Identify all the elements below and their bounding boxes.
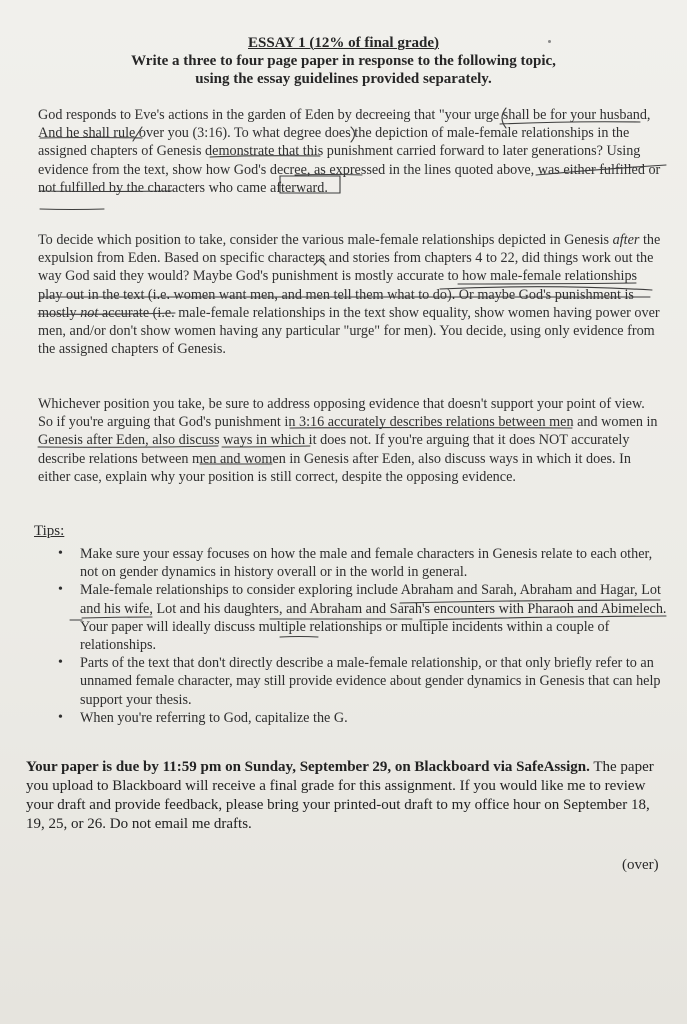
- tips-heading: Tips:: [34, 523, 65, 539]
- position-paragraph-part-a: To decide which position to take, consider the various male-female relationships depicted in Genesis: [38, 232, 613, 248]
- instruction-line-2: using the essay guidelines provided separately.: [195, 71, 492, 87]
- emphasis-not: not: [80, 304, 99, 321]
- position-paragraph-part-b: the expulsion from Eden. Based on specific characters and stories from chapters 4 to 22, did things work out the way God said they would? Maybe God's punishment is mostly accurate to how male-female relationships play out in the text (i.e. women want men, and men tell them what to do). Or maybe God's punishment is mostly: [38, 232, 661, 321]
- emphasis-after: after: [612, 232, 640, 248]
- due-date-bold: Your paper is due by 11:59 pm on Sunday, September 29, on Blackboard via SafeAssign.: [26, 759, 590, 775]
- underline-afterward: [40, 209, 104, 210]
- due-date-details: The paper you upload to Blackboard will receive a final grade for this assignment. If you would like me to review your draft and provide feedback, please bring your printed-out draft to my office hour on September 18, 19, 25, or 26. Do not email me drafts.: [26, 759, 654, 832]
- opposing-evidence-paragraph: Whichever position you take, be sure to address opposing evidence that doesn't support your point of view. So if you're arguing that God's punishment in 3:16 accurately describes relations between men and women in Genesis after Eden, also discuss ways in which it does not. If you're arguing that it does NOT accurately describe relations between men and women in Genesis after Eden, also discuss ways in which it does. In either case, explain why your position is still correct, despite the opposing evidence.: [38, 396, 658, 485]
- tip-item: • Male-female relationships to consider exploring include Abraham and Sarah, Abraham and Hagar, Lot and his wife, Lot and his daughters, and Abraham and Sarah's encounters with Pharaoh and Abimelech. Your paper will ideally discuss multiple relationships or multiple incidents within a couple of relationships.: [80, 581, 672, 654]
- tips-list: [80, 545, 672, 727]
- over-label: (over): [622, 857, 659, 873]
- tip-item: • Make sure your essay focuses on how the male and female characters in Genesis relate to each other, not on gender dynamics in history overall or in the world in general.: [80, 545, 672, 581]
- due-date-paragraph: [26, 758, 672, 834]
- tip-item: • Parts of the text that don't directly describe a male-female relationship, or that only briefly refer to an unnamed female character, may still provide evidence about gender dynamics in Genesis that can help support your thesis.: [80, 654, 672, 709]
- position-paragraph: [38, 231, 663, 358]
- essay-title: ESSAY 1 (12% of final grade): [248, 35, 439, 51]
- instruction-line-1: Write a three to four page paper in response to the following topic,: [131, 53, 556, 69]
- tip-item: • When you're referring to God, capitalize the G.: [80, 709, 672, 727]
- position-paragraph-part-c: accurate (i.e. male-female relationships in the text show equality, show women having power over men, and/or don't show women having any particular "urge" for men). You decide, using only evidence from the assigned chapters of Genesis.: [38, 304, 660, 358]
- topic-paragraph: God responds to Eve's actions in the garden of Eden by decreeing that "your urge shall be for your husband, And he shall rule over you (3:16). To what degree does the depiction of male-female relationships in the assigned chapters of Genesis demonstrate that this punishment carried forward to later generations? Using evidence from the text, show how God's decree, as expressed in the lines quoted above, was either fulfilled or not fulfilled by the characters who came afterward.: [38, 107, 661, 196]
